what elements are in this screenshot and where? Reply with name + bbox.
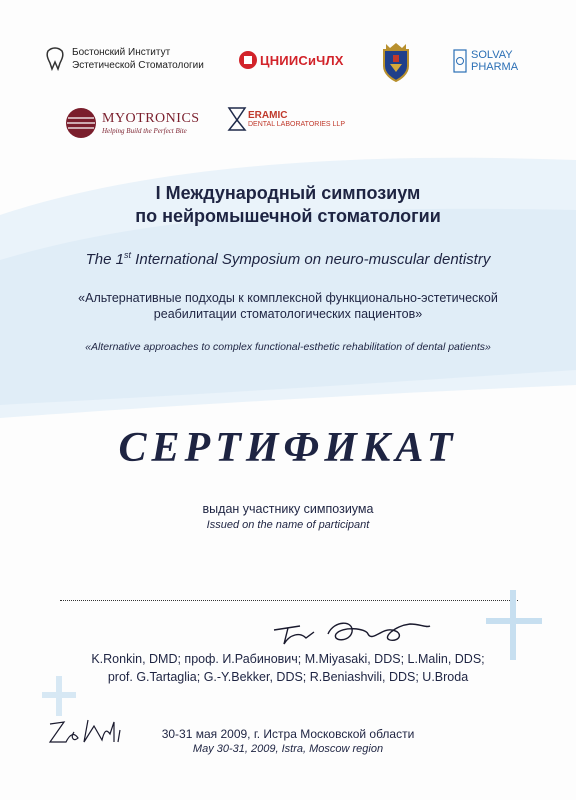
myotronics-tagline: Helping Build the Perfect Bite <box>102 127 187 135</box>
issued-ru: выдан участнику симпозиума <box>202 502 374 516</box>
issued-en: Issued on the name of participant <box>206 519 370 531</box>
solvay-pharma-logo <box>453 49 518 73</box>
title-en-sup: st <box>124 250 132 260</box>
boston-line1: Бостонский Институт <box>72 47 171 58</box>
event-date-en: May 30-31, 2009, Istra, Moscow region <box>192 743 384 755</box>
ceramic-emblem-icon <box>226 106 248 132</box>
participant-name-line <box>60 600 518 601</box>
myotronics-logo <box>64 106 200 140</box>
event-date-ru: 30-31 мая 2009, г. Истра Московской области <box>161 727 415 741</box>
title-en-prefix: The 1 <box>85 251 124 268</box>
speakers-line1: K.Ronkin, DMD; проф. И.Рабинович; M.Miyasaki, DDS; L.Malin, DDS; <box>91 652 485 666</box>
cniis-name: ЦНИИСиЧЛХ <box>260 52 344 68</box>
crest-icon <box>380 42 412 82</box>
title-en <box>0 250 576 268</box>
boston-line2: Эстетической Стоматологии <box>72 60 204 71</box>
ceramic-sub: DENTAL LABORATORIES LLP <box>248 121 345 128</box>
subtitle-ru <box>0 290 576 322</box>
cniis-emblem-icon <box>238 50 258 70</box>
subtitle-ru-line1: «Альтернативные подходы к комплексной функционально-эстетической <box>78 291 498 305</box>
title-ru-line1: I Международный симпозиум <box>155 183 421 203</box>
cniis-logo <box>238 50 344 70</box>
boston-institute-logo <box>44 46 204 72</box>
solvay-line1: SOLVAY <box>471 49 513 61</box>
ceramic-logo <box>226 106 345 132</box>
speakers-line2: prof. G.Tartaglia; G.-Y.Bekker, DDS; R.Beniashvili, DDS; U.Broda <box>107 670 469 684</box>
signature-ronkin <box>270 612 440 648</box>
myotronics-name: MYOTRONICS <box>102 111 200 126</box>
solvay-line2: PHARMA <box>471 61 519 73</box>
coat-of-arms-logo <box>380 42 412 87</box>
certificate-heading: СЕРТИФИКАТ <box>118 425 458 471</box>
myotronics-globe-icon <box>64 106 98 140</box>
title-ru <box>0 182 576 228</box>
tooth-icon <box>44 47 66 71</box>
subtitle-ru-line2: реабилитации стоматологических пациентов» <box>153 307 423 321</box>
subtitle-en: «Alternative approaches to complex functional-esthetic rehabilitation of dental patients» <box>85 341 491 353</box>
title-ru-line2: по нейромышечной стоматологии <box>135 206 441 226</box>
solvay-emblem-icon <box>453 49 467 73</box>
title-en-rest: International Symposium on neuro-muscular dentistry <box>131 251 491 268</box>
speakers-list <box>0 650 576 686</box>
ceramic-name: ERAMIC <box>248 110 288 121</box>
